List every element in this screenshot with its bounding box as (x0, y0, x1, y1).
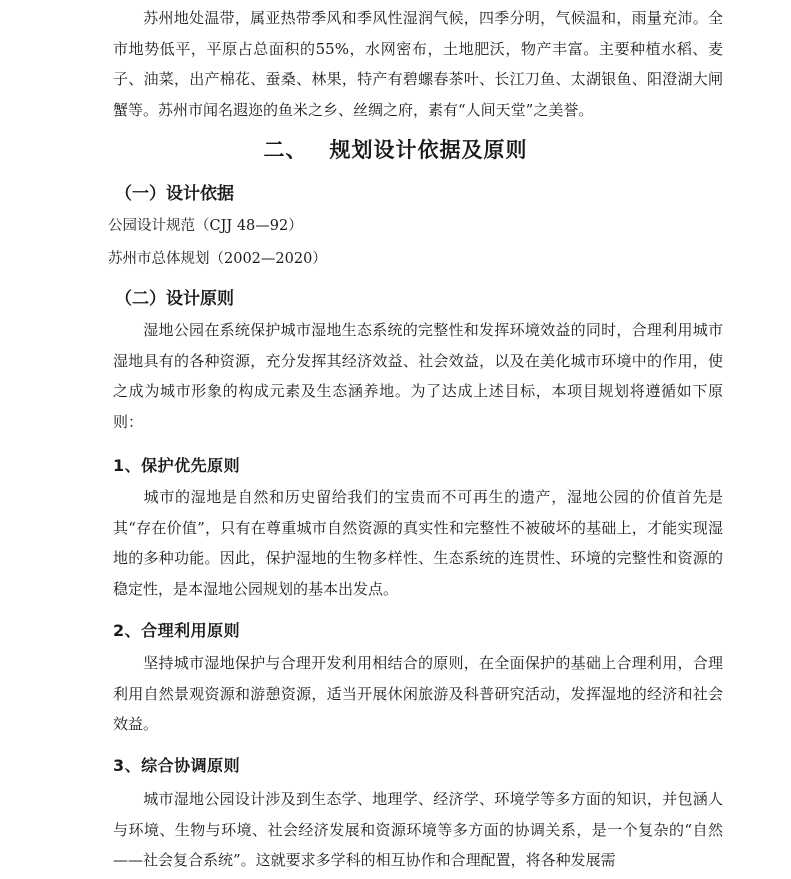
basis-heading: （一）设计依据 (115, 184, 234, 204)
principles-heading: （二）设计原则 (115, 289, 234, 309)
section-heading (0, 134, 791, 164)
principle-paragraph-protection: 城市的湿地是自然和历史留给我们的宝贵而不可再生的遗产，湿地公园的价值首先是其“存在价值”，只有在尊重城市自然资源的真实性和完整性不被破坏的基础上，才能实现湿地的多种功能。因此，保护湿地的生物多样性、生态系统的连贯性、环境的完整性和资源的稳定性，是本湿地公园规划的基本出发点。 (113, 488, 723, 598)
principles-intro-paragraph: 湿地公园在系统保护城市湿地生态系统的完整性和发挥环境效益的同时，合理利用城市湿地具有的各种资源，充分发挥其经济效益、社会效益，以及在美化城市环境中的作用，使之成为城市形象的构成元素及生态涵养地。为了达成上述目标，本项目规划将遵循如下原则： (113, 321, 723, 431)
principle-heading-utilization: 2、合理利用原则 (113, 621, 241, 640)
principle-paragraph-utilization: 坚持城市湿地保护与合理开发利用相结合的原则，在全面保护的基础上合理利用，合理利用自然景观资源和游憩资源，适当开展休闲旅游及科普研究活动，发挥湿地的经济和社会效益。 (113, 654, 723, 733)
section-number: 二、 (263, 138, 308, 162)
principle-heading-protection: 1、保护优先原则 (113, 456, 241, 475)
principle-paragraph-coordination: 城市湿地公园设计涉及到生态学、地理学、经济学、环境学等多方面的知识，并包涵人与环境、生物与环境、社会经济发展和资源环境等多方面的协调关系，是一个复杂的“自然——社会复合系统”。这就要求多学科的相互协作和合理配置，将各种发展需 (113, 790, 723, 869)
reference-item: 公园设计规范（CJJ 48—92） (108, 218, 303, 234)
intro-paragraph: 苏州地处温带，属亚热带季风和季风性湿润气候，四季分明，气候温和，雨量充沛。全市地势低平，平原占总面积的55%，水网密布，土地肥沃，物产丰富。主要种植水稻、麦子、油菜，出产棉花、蚕桑、林果，特产有碧螺春茶叶、长江刀鱼、太湖银鱼、阳澄湖大闸蟹等。苏州市闻名遐迩的鱼米之乡、丝绸之府，素有“人间天堂”之美誉。 (113, 9, 723, 119)
principle-heading-coordination: 3、综合协调原则 (113, 756, 241, 775)
section-title: 规划设计依据及原则 (329, 138, 528, 162)
reference-item: 苏州市总体规划（2002—2020） (108, 251, 327, 267)
